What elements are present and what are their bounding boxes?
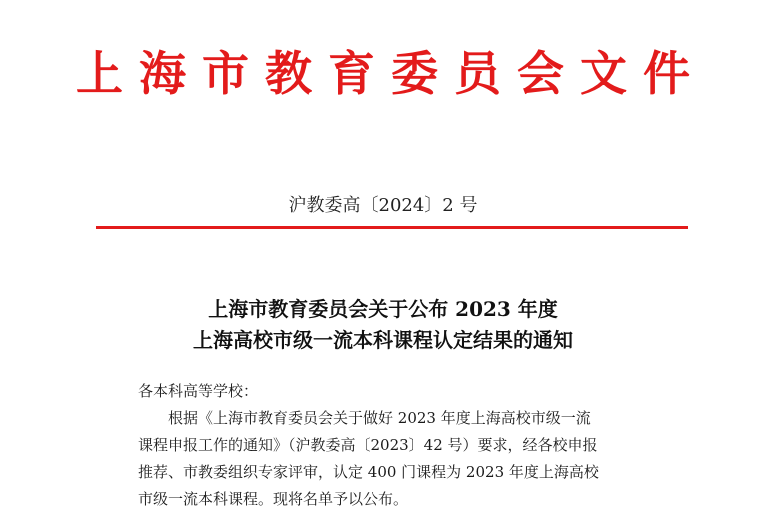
notice-body [138,378,658,513]
notice-title-line-1: 上海市教育委员会关于公布 2023 年度 [208,297,558,321]
body-line: 推荐、市教委组织专家评审，认定 400 门课程为 2023 年度上海高校 [138,463,599,481]
masthead-title: 上海市教育委员会文件 [76,47,706,102]
notice-title [0,294,766,356]
notice-title-line-2: 上海高校市级一流本科课程认定结果的通知 [193,328,573,352]
red-divider-rule [96,226,688,229]
body-line: 市级一流本科课程。现将名单予以公布。 [138,490,409,508]
body-line: 课程申报工作的通知》（沪教委高〔2023〕42 号）要求，经各校申报 [138,436,598,454]
salutation: 各本科高等学校： [138,382,259,400]
cropped-next-line [168,503,638,513]
body-line: 根据《上海市教育委员会关于做好 2023 年度上海高校市级一流 [168,409,591,427]
document-number: 沪教委高〔2024〕2 号 [288,195,478,216]
